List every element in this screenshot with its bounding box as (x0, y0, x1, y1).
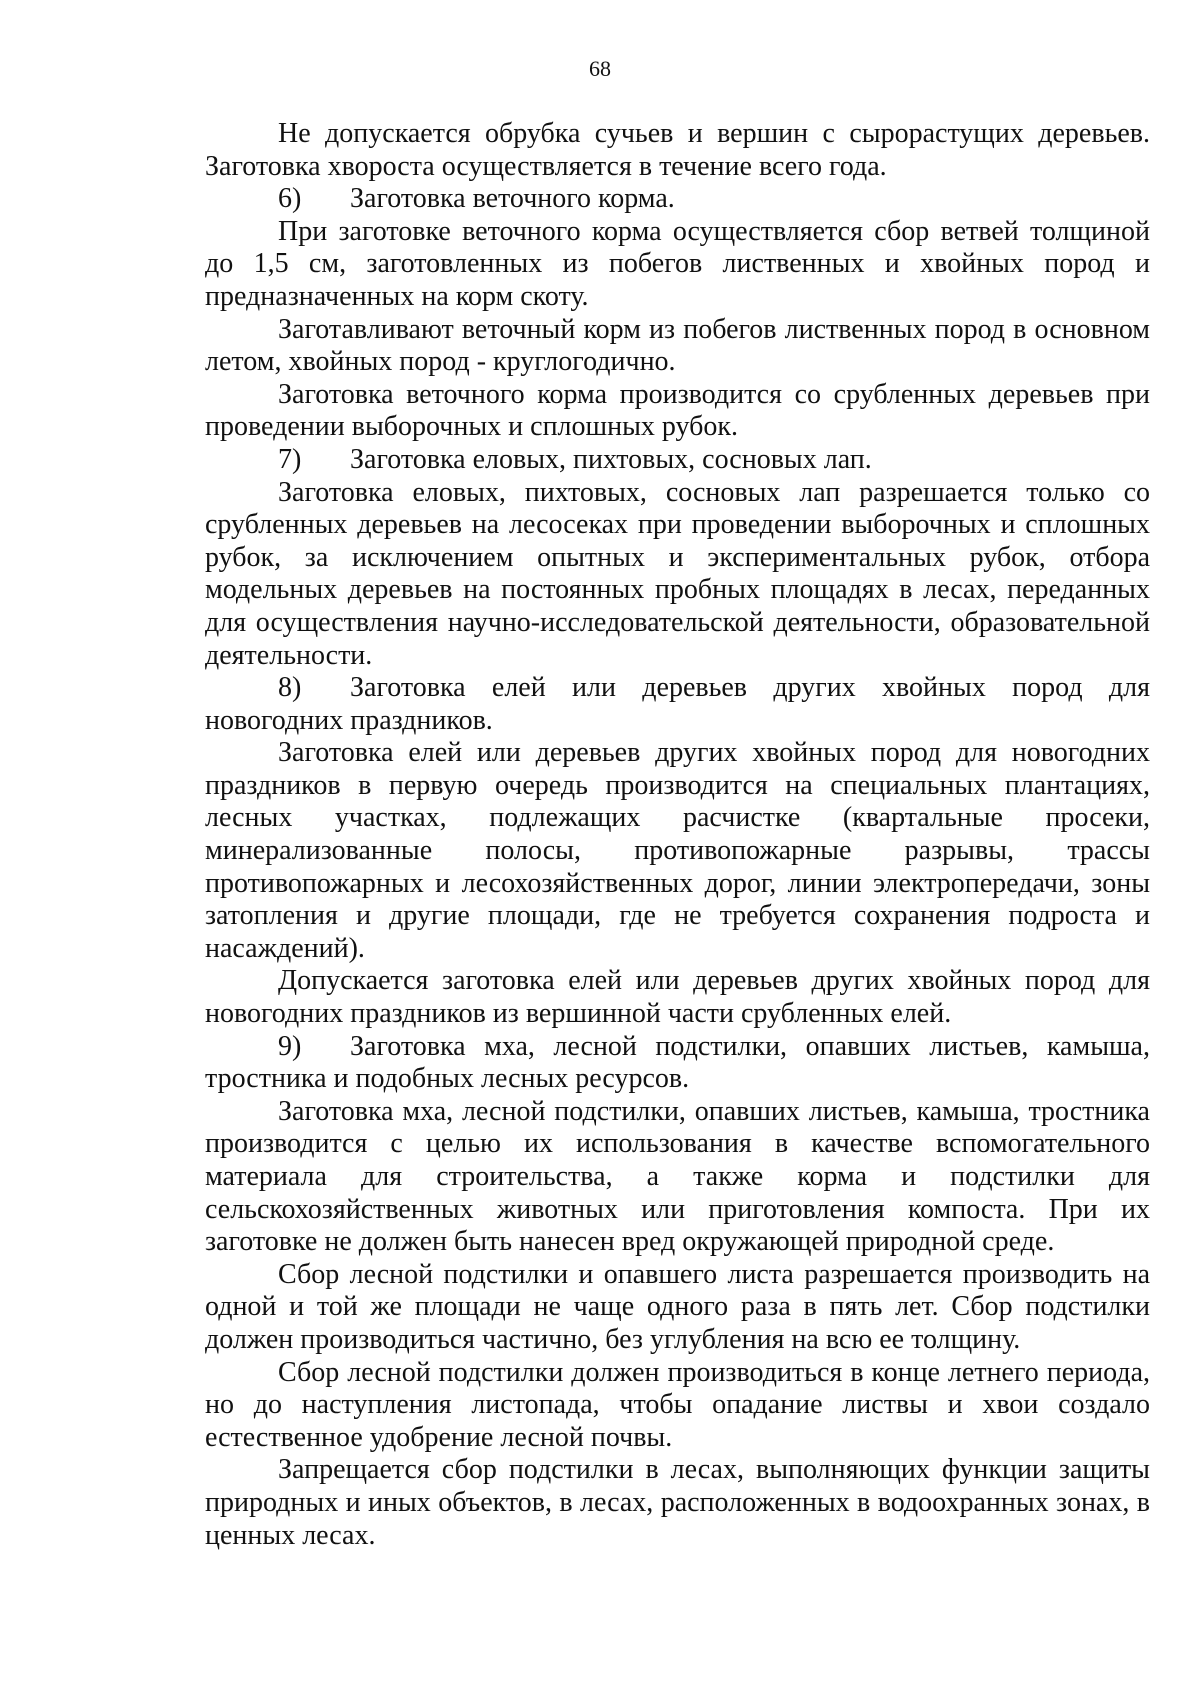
body-paragraph: При заготовке веточного корма осуществляется сбор ветвей толщиной до 1,5 см, заготовленных из побегов лиственных и хвойных пород и предназначенных на корм скоту. (205, 215, 1150, 312)
section-heading-item (205, 444, 1150, 477)
body-paragraph: Заготовка мха, лесной подстилки, опавших листьев, камыша, тростника производится с целью их использования в качестве вспомогательного материала для строительства, а также корма и подстилки для сельскохозяйственных животных или приготовления компоста. При их заготовке не должен быть нанесен вред окружающей природной среде. (205, 1095, 1150, 1258)
item-title: Заготовка мха, лесной подстилки, опавших листьев, камыша, тростника и подобных лесных ресурсов. (205, 1030, 1150, 1095)
body-paragraph: Сбор лесной подстилки должен производиться в конце летнего периода, но до наступления листопада, чтобы опадание листвы и хвои создало естественное удобрение лесной почвы. (205, 1356, 1150, 1453)
item-number: 8) (278, 672, 302, 704)
page-number: 68 (589, 56, 611, 81)
item-number: 9) (278, 1030, 302, 1062)
body-paragraph: Заготовка елей или деревьев других хвойных пород для новогодних праздников в первую очередь производится на специальных плантациях, лесных участках, подлежащих расчистке (квартальные просеки, минерализованные полосы, противопожарные разрывы, трассы противопожарных и лесохозяйственных дорог, линии электропередачи, зоны затопления и другие площади, где не требуется сохранения подроста и насаждений). (205, 737, 1150, 964)
body-paragraph: Заготавливают веточный корм из побегов лиственных пород в основном летом, хвойных пород - круглогодично. (205, 313, 1150, 378)
document-body (205, 118, 1150, 1552)
body-paragraph: Не допускается обрубка сучьев и вершин с сырорастущих деревьев. Заготовка хвороста осуществляется в течение всего года. (205, 118, 1150, 182)
item-title: Заготовка веточного корма. (350, 183, 675, 215)
body-paragraph: Заготовка веточного корма производится со срубленных деревьев при проведении выборочных и сплошных рубок. (205, 378, 1150, 443)
item-number: 7) (278, 443, 302, 475)
section-heading-item (205, 1031, 1150, 1096)
item-title: Заготовка еловых, пихтовых, сосновых лап. (350, 443, 872, 475)
item-number: 6) (278, 183, 302, 215)
body-paragraph: Сбор лесной подстилки и опавшего листа разрешается производить на одной и той же площади не чаще одного раза в пять лет. Сбор подстилки должен производиться частично, без углубления на всю ее толщину. (205, 1258, 1150, 1355)
body-paragraph: Заготовка еловых, пихтовых, сосновых лап разрешается только со срубленных деревьев на лесосеках при проведении выборочных и сплошных рубок, за исключением опытных и экспериментальных рубок, отбора модельных деревьев на постоянных пробных площадях в лесах, переданных для осуществления научно-исследовательской деятельности, образовательной деятельности. (205, 476, 1150, 671)
section-heading-item (205, 183, 1150, 216)
section-heading-item (205, 672, 1150, 737)
body-paragraph: Допускается заготовка елей или деревьев других хвойных пород для новогодних праздников из вершинной части срубленных елей. (205, 965, 1150, 1030)
body-paragraph: Запрещается сбор подстилки в лесах, выполняющих функции защиты природных и иных объектов, в лесах, расположенных в водоохранных зонах, в ценных лесах. (205, 1454, 1150, 1551)
item-title: Заготовка елей или деревьев других хвойных пород для новогодних праздников. (205, 672, 1150, 736)
